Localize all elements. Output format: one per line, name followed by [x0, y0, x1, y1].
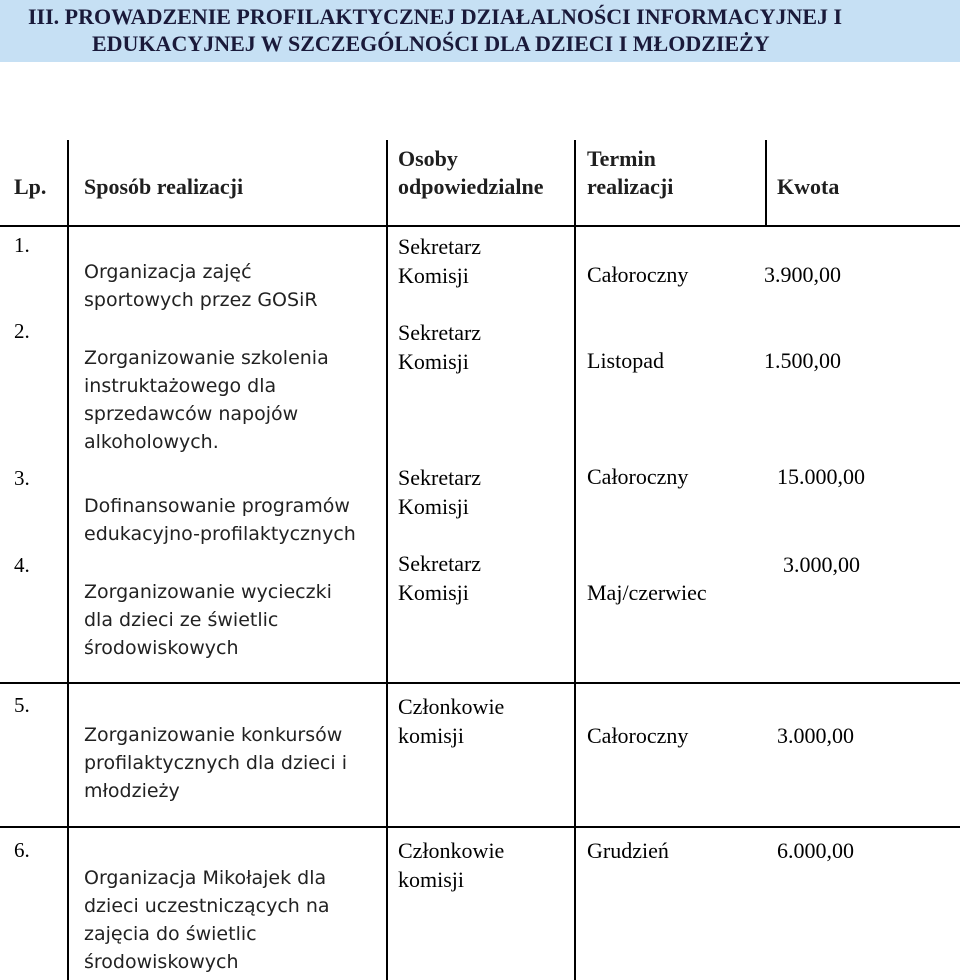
row-4-lp: 4. [14, 553, 30, 577]
section-heading-line-2: EDUKACYJNEJ W SZCZEGÓLNOŚCI DLA DZIECI I MŁODZIEŻY [92, 31, 770, 56]
row-6-osoby-line: komisji [398, 867, 465, 892]
row-3-osoby-line: Komisji [398, 494, 469, 519]
row-3-sposob [84, 492, 356, 548]
header-osoby-line-2: odpowiedzialne [398, 174, 544, 199]
row-6-sposob-line: środowiskowych [84, 951, 239, 973]
header-sposob: Sposób realizacji [84, 174, 244, 199]
table-border [765, 140, 767, 226]
row-2-sposob-line: instruktażowego dla [84, 375, 277, 397]
row-4-osoby-line: Komisji [398, 580, 469, 605]
row-4-sposob-line: Zorganizowanie wycieczki [84, 581, 332, 603]
row-1-kwota: 3.900,00 [764, 262, 841, 287]
row-3-termin: Całoroczny [587, 464, 689, 489]
row-4-sposob [84, 578, 332, 662]
table-border [0, 225, 960, 227]
row-2-sposob-line: alkoholowych. [84, 431, 219, 453]
row-5-sposob-line: Zorganizowanie konkursów [84, 724, 343, 746]
row-5-lp: 5. [14, 693, 30, 717]
row-2-sposob-line: sprzedawców napojów [84, 403, 299, 425]
table-border [0, 682, 960, 684]
header-termin-line-1: Termin [587, 146, 656, 171]
header-lp: Lp. [14, 174, 47, 199]
row-1-termin: Całoroczny [587, 262, 689, 287]
row-1-sposob-line: sportowych przez GOSiR [84, 289, 318, 311]
row-1-lp: 1. [14, 233, 30, 257]
row-4-termin: Maj/czerwiec [587, 580, 707, 605]
row-2-osoby [398, 318, 481, 376]
row-6-sposob-line: dzieci uczestniczących na [84, 895, 330, 917]
table-border [0, 826, 960, 828]
table-border [67, 140, 69, 980]
row-5-osoby [398, 692, 504, 750]
row-2-kwota: 1.500,00 [764, 348, 841, 373]
row-2-termin: Listopad [587, 348, 664, 373]
row-3-sposob-line: edukacyjno-profilaktycznych [84, 523, 356, 545]
row-4-sposob-line: środowiskowych [84, 637, 239, 659]
row-3-kwota: 15.000,00 [777, 464, 865, 489]
row-2-osoby-line: Sekretarz [398, 320, 482, 345]
row-3-lp: 3. [14, 466, 30, 490]
row-6-lp: 6. [14, 838, 30, 862]
row-6-sposob-line: zajęcia do świetlic [84, 923, 257, 945]
row-3-osoby [398, 463, 481, 521]
row-1-sposob-line: Organizacja zajęć [84, 261, 252, 283]
row-4-osoby [398, 549, 481, 607]
header-termin-line-2: realizacji [587, 174, 674, 199]
row-4-osoby-line: Sekretarz [398, 551, 482, 576]
row-6-osoby [398, 836, 504, 894]
header-kwota: Kwota [777, 174, 840, 199]
section-heading-line-1: III. PROWADZENIE PROFILAKTYCZNEJ DZIAŁALNOŚCI INFORMACYJNEJ I [28, 4, 843, 29]
row-5-termin: Całoroczny [587, 723, 689, 748]
row-6-termin: Grudzień [587, 838, 669, 863]
row-3-sposob-line: Dofinansowanie programów [84, 495, 350, 517]
row-5-sposob-line: profilaktycznych dla dzieci i [84, 752, 347, 774]
row-6-sposob [84, 864, 330, 976]
row-2-sposob [84, 344, 329, 456]
row-5-sposob-line: młodzieży [84, 780, 180, 802]
row-2-osoby-line: Komisji [398, 349, 469, 374]
row-5-sposob [84, 721, 347, 805]
row-5-osoby-line: Członkowie [398, 694, 505, 719]
table-border [574, 140, 576, 980]
row-5-kwota: 3.000,00 [777, 723, 854, 748]
row-4-sposob-line: dla dzieci ze świetlic [84, 609, 279, 631]
row-5-osoby-line: komisji [398, 723, 465, 748]
row-2-sposob-line: Zorganizowanie szkolenia [84, 347, 329, 369]
row-6-osoby-line: Członkowie [398, 838, 505, 863]
row-1-osoby-line: Sekretarz [398, 234, 482, 259]
row-1-osoby-line: Komisji [398, 263, 469, 288]
row-6-sposob-line: Organizacja Mikołajek dla [84, 867, 327, 889]
row-3-osoby-line: Sekretarz [398, 465, 482, 490]
row-4-kwota: 3.000,00 [783, 552, 860, 577]
row-2-lp: 2. [14, 319, 30, 343]
row-6-kwota: 6.000,00 [777, 838, 854, 863]
header-osoby-line-1: Osoby [398, 146, 458, 171]
row-1-sposob [84, 258, 318, 314]
row-1-osoby [398, 232, 481, 290]
table-border [386, 140, 388, 980]
